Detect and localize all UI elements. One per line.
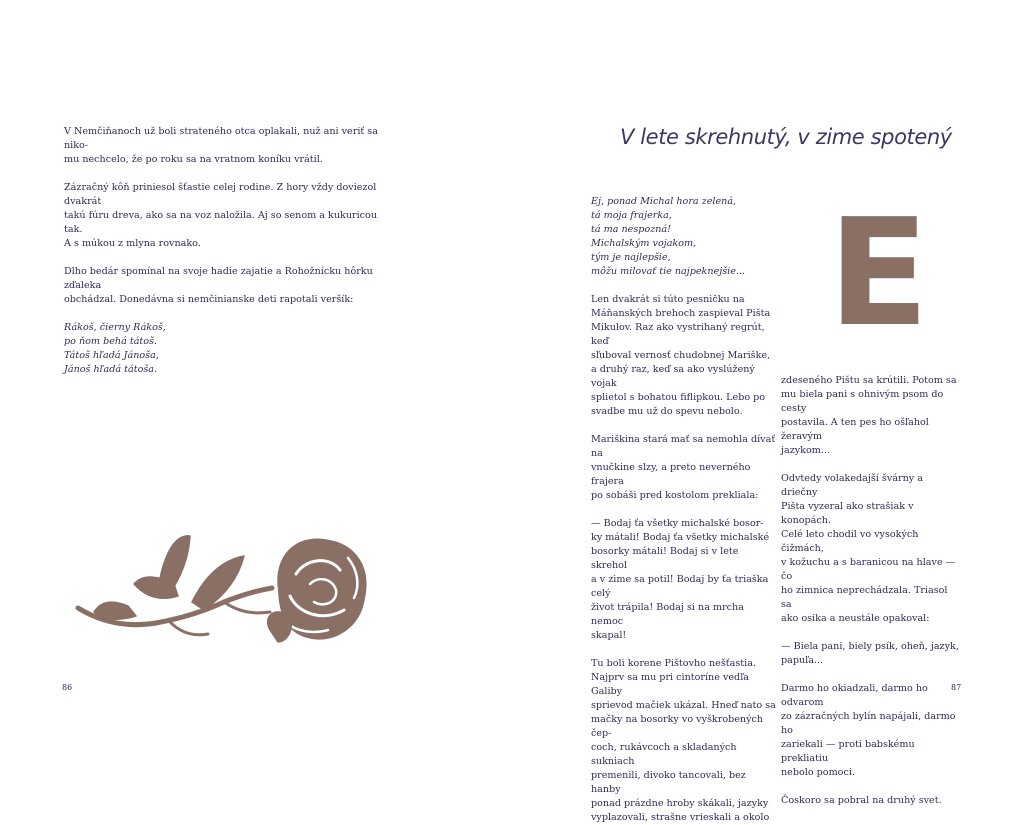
paragraph: Zázračný kôň priniesol šťastie celej rodine. Z hory vždy doviezol dvakrát takú fúru dreva, ako sa na voz naložila. Aj so senom a kukuricou tak. A s múkou z mlyna rovnako. xyxy=(64,182,377,249)
rose-illustration xyxy=(74,526,374,661)
page-number-right: 87 xyxy=(951,683,962,692)
left-page-text xyxy=(64,125,394,377)
right-page-column-1 xyxy=(591,195,776,825)
drop-cap: E xyxy=(828,187,930,359)
paragraph: Mariškina stará mať sa nemohla dívať na vnučkine slzy, a preto neverného frajera po sobáši pred kostolom prekliala: xyxy=(591,434,776,501)
paragraph: zdeseného Pištu sa krútili. Potom sa mu biela pani s ohnivým psom do cesty postavila. A ten pes ho ošľahol žeravým jazykom... xyxy=(781,375,957,456)
right-page-column-2 xyxy=(781,374,961,808)
verse: Rákoš, čierny Rákoš, po ňom behá tátoš. Tátoš hľadá Jánoša, Jánoš hľadá tátoša. xyxy=(64,322,166,375)
paragraph: — Bodaj ťa všetky michalské bosor- ky mátali! Bodaj ťa všetky michalské bosorky mátali! Bodaj si v lete skrehol a v zime sa potil! Bodaj by ťa triaška celý život trápila! Bodaj si na mrcha nemoc skapal! xyxy=(591,518,770,641)
paragraph: Tu boli korene Pištovho nešťastia. Najprv sa mu pri cintoríne vedľa Galiby sprievod mačiek ukázal. Hneď nato sa mačky na bosorky vo vyškrobených čep- coch, rukávcoch a skladaných sukniach premenili, divoko tancovali, bez hanby ponad prázdne hroby skákali, jazyky vyplazovali, strašne vrieskali a okolo xyxy=(591,658,776,823)
paragraph: V Nemčiňanoch už boli strateného otca oplakali, nuž ani veriť sa niko- mu nechcelo, že po roku sa na vratnom koníku vrátil. xyxy=(64,126,378,165)
paragraph: Dlho bedár spomínal na svoje hadie zajatie a Rohožnícku hôrku zďaleka obchádzal. Donedávna si nemčinianske deti rapotali veršík: xyxy=(64,266,373,305)
paragraph: Čoskoro sa pobral na druhý svet. xyxy=(781,795,942,806)
paragraph: Darmo ho okiadzali, darmo ho odvarom zo zázračných bylín napájali, darmo ho zariekali — proti babskému prekliatiu nebolo pomoci. xyxy=(781,683,956,778)
paragraph: Len dvakrát si túto pesničku na Máňanských brehoch zaspieval Pišta Mikulov. Raz ako vystrihaný regrút, keď sľuboval vernosť chudobnej Mariške, a druhý raz, keď sa ako vyslúžený vojak splietol s bohatou fiflipkou. Lebo po svadbe mu už do spevu nebolo. xyxy=(591,294,771,417)
paragraph: — Biela pani, biely psík, oheň, jazyk, papuľa... xyxy=(781,641,959,666)
page-number-left: 86 xyxy=(62,683,73,692)
chapter-title: V lete skrehnutý, v zime spotený xyxy=(620,125,952,149)
paragraph: Odvtedy volakedajší švárny a driečny Pišta vyzeral ako strašiak v konopách. Celé leto chodil vo vysokých čižmách, v kožuchu a s baranicou na hlave — čo ho zimnica neprechádzala. Triasol sa ako osika a neustále opakoval: xyxy=(781,473,956,624)
verse: Ej, ponad Michal hora zelená, tá moja frajerka, tá ma nespozná! Michalským vojakom, tým je najlepšie, môžu milovať tie najpeknejšie... xyxy=(591,196,746,277)
